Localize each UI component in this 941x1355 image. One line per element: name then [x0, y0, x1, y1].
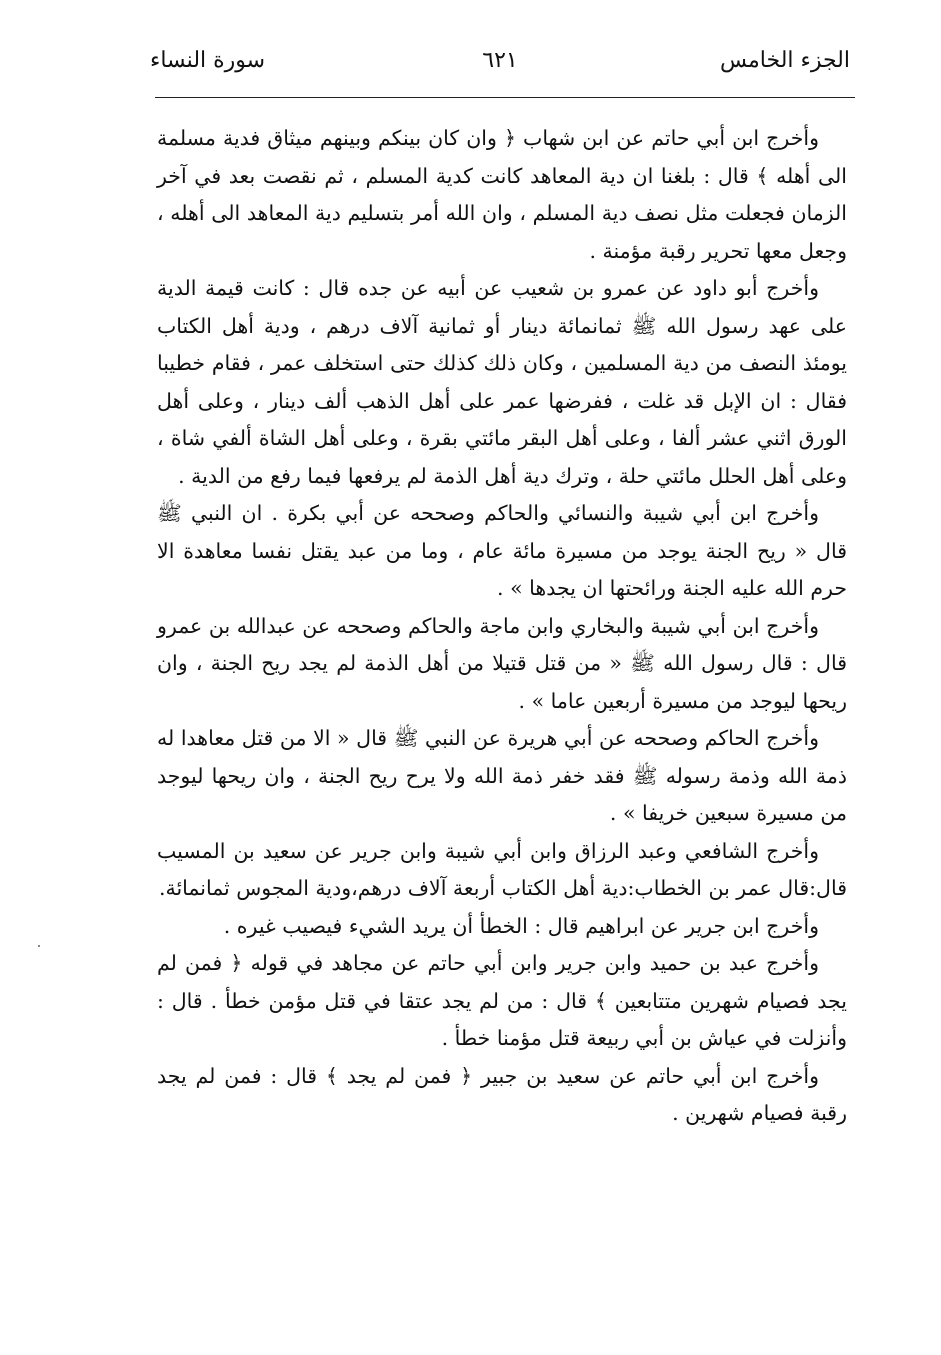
- page-number: ٦٢١: [482, 48, 518, 73]
- paragraph-mujahid: وأخرج عبد بن حميد وابن جرير وابن أبي حاتم عن مجاهد في قوله ﴿ فمن لم يجد فصيام شهرين متتابعين ﴾ قال : من لم يجد عتقا في قتل مؤمن خطأ . قال : وأنزلت في عياش بن أبي ربيعة قتل مؤمنا خطأ .: [157, 951, 847, 1050]
- paragraph-abdullah-bin-amr: وأخرج ابن أبي شيبة والبخاري وابن ماجة والحاكم وصححه عن عبدالله بن عمرو قال : قال رسول الله ﷺ « من قتل قتيلا من أهل الذمة لم يجد ريح الجنة ، وان ريحها ليوجد من مسيرة أربعين عاما » .: [157, 613, 847, 713]
- page-body: [157, 120, 847, 1133]
- margin-speck: [38, 945, 40, 947]
- header-divider: [155, 97, 855, 98]
- surah-title: سورة النساء: [150, 48, 266, 73]
- paragraph-abi-hurayra: وأخرج الحاكم وصححه عن أبي هريرة عن النبي ﷺ قال « الا من قتل معاهدا له ذمة الله وذمة رسوله ﷺ فقد خفر ذمة الله ولا يرح ريح الجنة ، وان ريحها ليوجد من مسيرة سبعين خريفا » .: [157, 726, 847, 825]
- paragraph-ibn-abi-hatim-ibn-shihab: وأخرج ابن أبي حاتم عن ابن شهاب ﴿ وان كان بينكم وبينهم ميثاق فدية مسلمة الى أهله ﴾ قال : بلغنا ان دية المعاهد كانت كدية المسلم ، ثم نقصت بعد في آخر الزمان فجعلت مثل نصف دية المسلم ، وان الله أمر بتسليم دية المعاهد الى أهله ، وجعل معها تحرير رقبة مؤمنة .: [157, 126, 847, 263]
- paragraph-abi-bakra: وأخرج ابن أبي شيبة والنسائي والحاكم وصححه عن أبي بكرة . ان النبي ﷺ قال « ريح الجنة يوجد من مسيرة مائة عام ، وما من عبد يقتل نفسا معاهدة الا حرم الله عليه الجنة ورائحتها ان يجدها » .: [157, 501, 847, 600]
- paragraph-abu-dawud: وأخرج أبو داود عن عمرو بن شعيب عن أبيه عن جده قال : كانت قيمة الدية على عهد رسول الله ﷺ ثمانمائة دينار أو ثمانية آلاف درهم ، ودية أهل الكتاب يومئذ النصف من دية المسلمين ، وكان ذلك كذلك حتى استخلف عمر ، فقام خطيبا فقال : ان الإبل قد غلت ، ففرضها عمر على أهل الذهب ألف دينار ، وعلى أهل الورق اثني عشر ألفا ، وعلى أهل البقر مائتي بقرة ، وعلى أهل الشاة ألفي شاة ، وعلى أهل الحلل مائتي حلة ، وترك دية أهل الذمة لم يرفعها فيما رفع من الدية .: [157, 276, 847, 488]
- part-title: الجزء الخامس: [719, 48, 850, 73]
- paragraph-ibrahim: وأخرج ابن جرير عن ابراهيم قال : الخطأ أن يريد الشيء فيصيب غيره .: [223, 913, 819, 938]
- page-header: [150, 40, 850, 80]
- paragraph-shafii: وأخرج الشافعي وعبد الرزاق وابن أبي شيبة وابن جرير عن سعيد بن المسيب قال:قال عمر بن الخطاب:دية أهل الكتاب أربعة آلاف درهم،ودية المجوس ثمانمائة.: [157, 838, 847, 900]
- paragraph-said-bin-jubayr: وأخرج ابن أبي حاتم عن سعيد بن جبير ﴿ فمن لم يجد ﴾ قال : فمن لم يجد رقبة فصيام شهرين .: [157, 1063, 847, 1125]
